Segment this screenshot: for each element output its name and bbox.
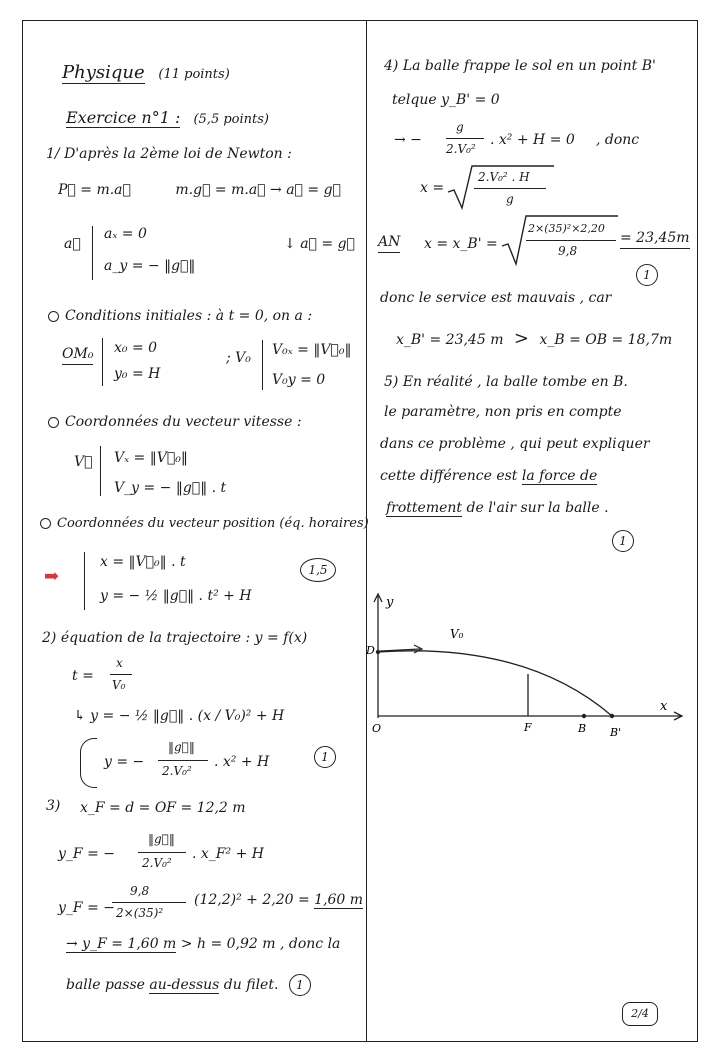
q4-eq-rhs: . x² + H = 0 (490, 132, 575, 148)
red-arrow-mark: ➡ (44, 566, 60, 587)
q4-intro-2: telque y_B' = 0 (392, 92, 500, 108)
page-number: 2/4 (622, 1002, 658, 1026)
traj-rhs: . x² + H (214, 754, 270, 770)
x-axis-label: x (660, 699, 668, 714)
substitution-eq: ↳ y = − ½ ‖g⃗‖ . (x / V₀)² + H (74, 708, 285, 724)
point-d (376, 650, 380, 654)
y-equation: y = − ½ ‖g⃗‖ . t² + H (100, 588, 252, 604)
acc-x: aₓ = 0 (104, 226, 147, 242)
q4-eq-den: 2.V₀² (446, 142, 476, 156)
q3-score: 1 (289, 974, 311, 996)
y0-value: y₀ = H (114, 366, 161, 382)
q2-intro: 2) équation de la trajectoire : y = f(x) (42, 630, 308, 646)
q1-score: 1,5 (300, 558, 336, 582)
trajectory-diagram (366, 588, 696, 748)
q4-eq-lhs: → − (394, 132, 422, 148)
y-axis-label: y (386, 595, 394, 610)
trajectory-curve (378, 651, 612, 716)
v-symbol: V⃗ (74, 454, 93, 470)
v0-label: ; V₀ (226, 350, 251, 366)
yf-lhs: y_F = − (58, 846, 115, 862)
acc-result-box: ↓ a⃗ = g⃗ (284, 236, 355, 252)
om0-brace (102, 338, 103, 386)
q3-number: 3) (46, 798, 61, 814)
x-solution-fracline (474, 188, 546, 189)
traj-den: 2.V₀² (162, 764, 192, 778)
q5-line5: frottement de l'air sur la balle . (386, 500, 609, 516)
q4-eq-num: g (456, 120, 464, 134)
acc-y: a_y = − ‖g⃗‖ (104, 258, 196, 274)
physics-title: Physique (11 points) (62, 62, 230, 83)
x-solution-den: g (506, 192, 514, 206)
x-solution-lhs: x = (420, 180, 445, 196)
q3-compare: → y_F = 1,60 m > h = 0,92 m , donc la (66, 936, 341, 952)
yf-fracline (138, 852, 186, 853)
b-label: B (578, 722, 587, 735)
yf2-lhs: y_F = − (58, 900, 115, 916)
q4-intro: 4) La balle frappe le sol en un point B' (384, 58, 656, 74)
acc-brace (92, 226, 93, 280)
t-fracline (110, 674, 132, 675)
yf-rhs: . x_F² + H (192, 846, 264, 862)
d-label: D (366, 644, 375, 657)
an-num: 2×(35)²×2,20 (528, 222, 605, 235)
q5-line4: cette différence est la force de (380, 468, 598, 484)
newton-vector-eq: P⃗ = m.a⃗ m.g⃗ = m.a⃗ → a⃗ = g⃗ (58, 182, 341, 198)
an-result: = 23,45m (620, 230, 690, 249)
velocity-title: Coordonnées du vecteur vitesse : (48, 414, 302, 432)
t-den: V₀ (112, 678, 126, 692)
q1-intro: 1/ D'après la 2ème loi de Newton : (46, 146, 292, 162)
t-num: x (116, 656, 123, 670)
vy-value: V_y = − ‖g⃗‖ . t (114, 480, 227, 496)
x0-value: x₀ = 0 (114, 340, 158, 356)
point-bp (610, 714, 614, 718)
q4-compare: x_B' = 23,45 m > x_B = OB = 18,7m (396, 328, 673, 349)
q2-score: 1 (314, 746, 336, 768)
yf-num: ‖g⃗‖ (148, 832, 175, 846)
v0y-value: V₀y = 0 (272, 372, 326, 388)
x-equation: x = ‖V⃗₀‖ . t (100, 554, 186, 570)
position-title: Coordonnées du vecteur position (éq. horaires) (40, 516, 369, 532)
yf2-den: 2×(35)² (116, 906, 164, 920)
traj-fracline (158, 760, 208, 761)
q3-conclusion: balle passe au-dessus du filet. 1 (66, 974, 311, 996)
q4-score: 1 (636, 264, 658, 286)
an-lhs: x = x_B' = (424, 236, 498, 252)
x-solution-num: 2.V₀² . H (478, 170, 530, 184)
v-brace (100, 446, 101, 496)
exercise-title: Exercice n°1 : (5,5 points) (66, 108, 269, 127)
point-b (582, 714, 586, 718)
om0-label: OM₀ (62, 346, 93, 365)
o-label: O (372, 722, 382, 735)
an-label: AN (378, 234, 400, 253)
q5-line2: le paramètre, non pris en compte (384, 404, 622, 420)
an-den: 9,8 (558, 244, 578, 258)
yf2-fracline (112, 902, 186, 903)
f-label: F (524, 721, 532, 734)
yf-den: 2.V₀² (142, 856, 172, 870)
v0-brace (262, 340, 263, 390)
t-lhs: t = (72, 668, 94, 684)
yf2-rhs: (12,2)² + 2,20 = 1,60 m (194, 892, 364, 908)
bp-label: B' (610, 726, 622, 739)
q5-score: 1 (612, 530, 634, 552)
v0-label: V₀ (450, 627, 464, 641)
xf-eq: x_F = d = OF = 12,2 m (80, 800, 246, 816)
yf2-num: 9,8 (130, 884, 150, 898)
traj-num: ‖g⃗‖ (168, 740, 195, 754)
initial-conditions-title: Conditions initiales : à t = 0, on a : (48, 308, 312, 326)
vx-value: Vₓ = ‖V⃗₀‖ (114, 450, 188, 466)
q5-line3: dans ce problème , qui peut expliquer (380, 436, 650, 452)
position-brace (84, 552, 85, 610)
traj-lhs: y = − (104, 754, 145, 770)
q4-conclusion: donc le service est mauvais , car (380, 290, 612, 306)
q4-eq-fracline (446, 138, 484, 139)
trajectory-bracket (80, 738, 97, 788)
an-fracline (526, 240, 616, 241)
v0x-value: V₀ₓ = ‖V⃗₀‖ (272, 342, 352, 358)
q4-eq-donc: , donc (596, 132, 640, 148)
q5-line1: 5) En réalité , la balle tombe en B. (384, 374, 628, 390)
acc-symbol: a⃗ (64, 236, 81, 252)
